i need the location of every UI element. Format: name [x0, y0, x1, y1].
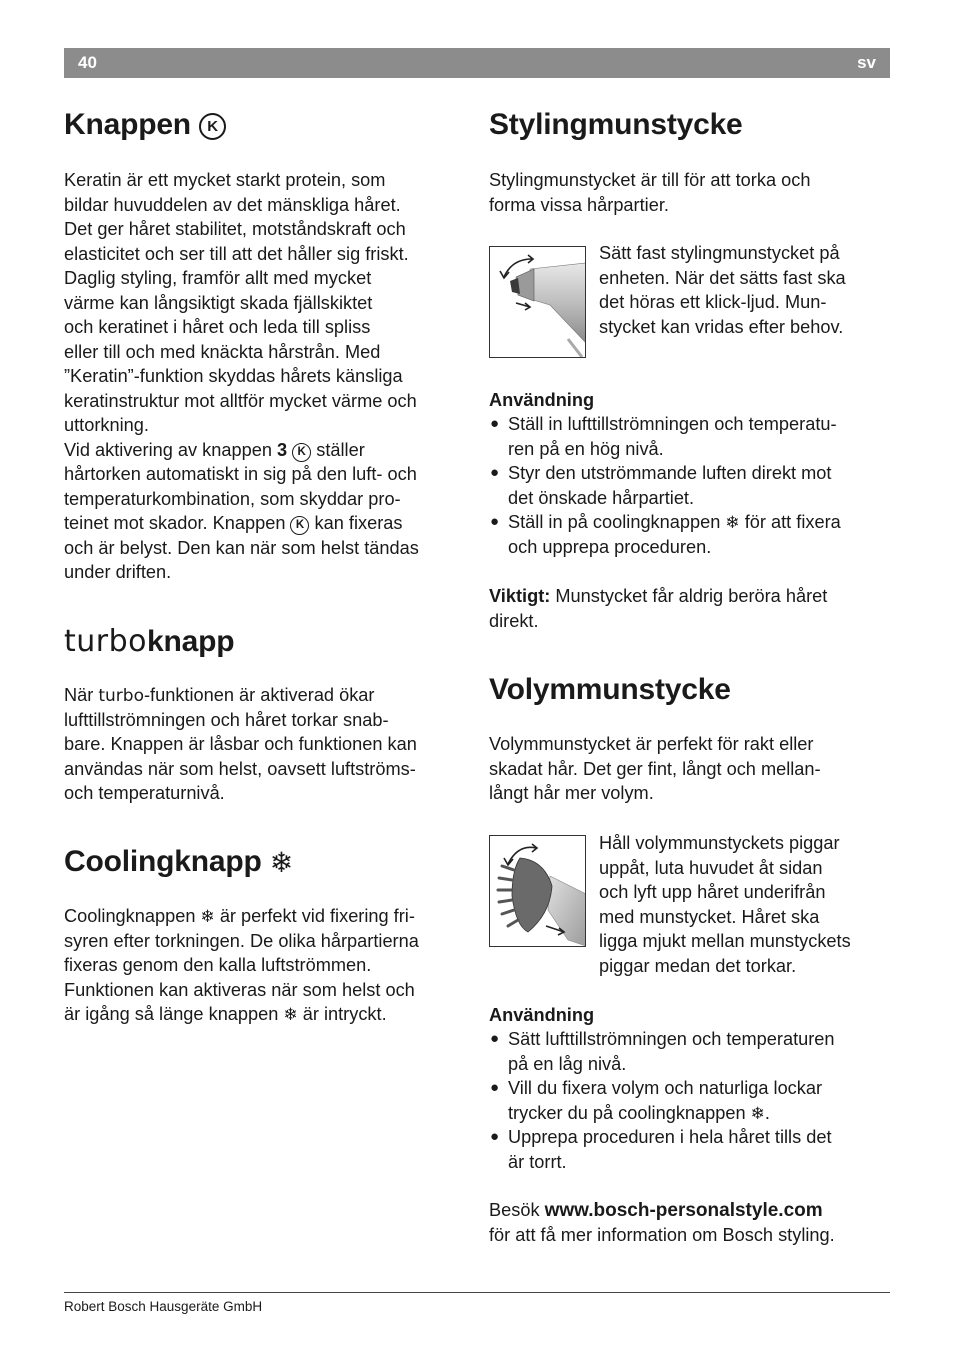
volume-diffuser-illustration	[489, 835, 586, 947]
list-item: ● Styr den utströmmande luften direkt mot det önskade hårpartiet.	[490, 463, 832, 508]
list-item: ● Vill du fixera volym och naturliga lockar trycker du på coolingknappen ❄.	[490, 1078, 823, 1124]
activation-line: Vid aktivering av knappen 3 K ställer	[64, 439, 365, 460]
volym-heading: Volymmunstycke	[489, 673, 731, 706]
styling-intro: Stylingmunstycket är till för att torka och forma vissa hårpartier.	[489, 170, 811, 215]
bullet-icon: ●	[490, 415, 500, 432]
styling-usage-list	[489, 412, 841, 559]
keratin-k-icon: K	[292, 443, 311, 462]
bullet-icon: ●	[490, 513, 500, 530]
snowflake-icon: ❄	[283, 1005, 298, 1025]
volym-intro: Volymmunstycket är perfekt för rakt eller skadat hår. Det ger fint, långt och mellan- långt hår mer volym.	[489, 734, 821, 803]
footer-company: Robert Bosch Hausgeräte GmbH	[64, 1299, 263, 1314]
volym-usage-list	[489, 1027, 835, 1174]
list-item: ● Ställ in på coolingknappen ❄ för att fixera och upprepa proceduren.	[490, 512, 841, 557]
volume-diffuser-drawing	[490, 836, 586, 947]
list-item: ● Upprepa proceduren i hela håret tills det är torrt.	[490, 1127, 832, 1172]
keratin-k-icon: K	[290, 516, 309, 535]
turbo-body: När turbo-funktionen är aktiverad ökar lufttillströmningen och håret torkar snab- bare. Knappen är låsbar och funktionen kan användas när som helst, oavsett luftströms- och temperaturnivå.	[64, 685, 417, 803]
snowflake-icon: ❄	[725, 513, 740, 533]
keratin-k-icon: K	[199, 113, 226, 140]
footer-divider	[64, 1292, 890, 1293]
language-code: sv	[857, 53, 876, 72]
cooling-heading: Coolingknapp ❄	[64, 845, 293, 879]
visit-info: Besök www.bosch-personalstyle.com för att få mer information om Bosch styling.	[489, 1200, 835, 1245]
styling-important-note: Viktigt: Munstycket får aldrig beröra håret direkt.	[489, 586, 828, 631]
styling-nozzle-drawing	[490, 247, 586, 358]
list-item: ● Sätt lufttillströmningen och temperaturen på en låg nivå.	[490, 1029, 835, 1074]
bullet-icon: ●	[490, 1030, 500, 1047]
list-item: ● Ställ in lufttillströmningen och temperatu- ren på en hög nivå.	[490, 414, 837, 459]
volym-usage-heading: Användning	[489, 1005, 595, 1025]
styling-fig-caption: Sätt fast stylingmunstycket på enheten. När det sätts fast ska det höras ett klick-ljud. Mun- stycket kan vridas efter behov.	[599, 243, 846, 337]
turbo-heading: turboknapp	[64, 624, 235, 659]
page-header-bar	[64, 48, 890, 78]
bullet-icon: ●	[490, 464, 500, 481]
snowflake-icon: ❄	[750, 1103, 765, 1124]
knappen-body: Keratin är ett mycket starkt protein, som bildar huvuddelen av det mänskliga håret. Det ger håret stabilitet, motståndskraft och elasticitet och ser till att det håller sig friskt. Daglig styling, framför allt med mycket värme kan långsiktigt skada fjällskiktet och keratinet i håret och leda till spliss eller till och med knäckta hårstrån. Med ”Keratin”-funktion skyddas hårets känsliga keratinstruktur mot alltför mycket värme och uttorkning. Vid aktivering av knappen 3 K ställer hårtorken automatiskt in sig på den luft- och temperaturkombination, som skyddar pro- teinet mot skador. Knappen K kan fixeras och är belyst. Den kan när som helst tändas under driften.	[64, 170, 419, 582]
bullet-icon: ●	[490, 1079, 500, 1096]
styling-nozzle-illustration	[489, 246, 586, 358]
snowflake-icon: ❄	[269, 846, 293, 879]
knappen-heading: Knappen K	[64, 108, 226, 142]
volym-fig-caption: Håll volymmunstyckets piggar uppåt, luta huvudet åt sidan och lyft upp håret underifrån med munstycket. Håret ska ligga mjukt mellan munstyckets piggar medan det torkar.	[599, 833, 851, 976]
website-link[interactable]: www.bosch-personalstyle.com	[544, 1200, 823, 1221]
page-number: 40	[78, 53, 97, 72]
snowflake-icon: ❄	[200, 907, 215, 927]
styling-usage-heading: Användning	[489, 390, 595, 410]
bullet-icon: ●	[490, 1128, 500, 1145]
cooling-body: Coolingknappen ❄ är perfekt vid fixering fri- syren efter torkningen. De olika hårpartierna fixeras genom den kalla luftströmmen. Funktionen kan aktiveras när som helst och är igång så länge knappen ❄ är intryckt.	[64, 906, 419, 1025]
styling-heading: Stylingmunstycke	[489, 108, 743, 141]
